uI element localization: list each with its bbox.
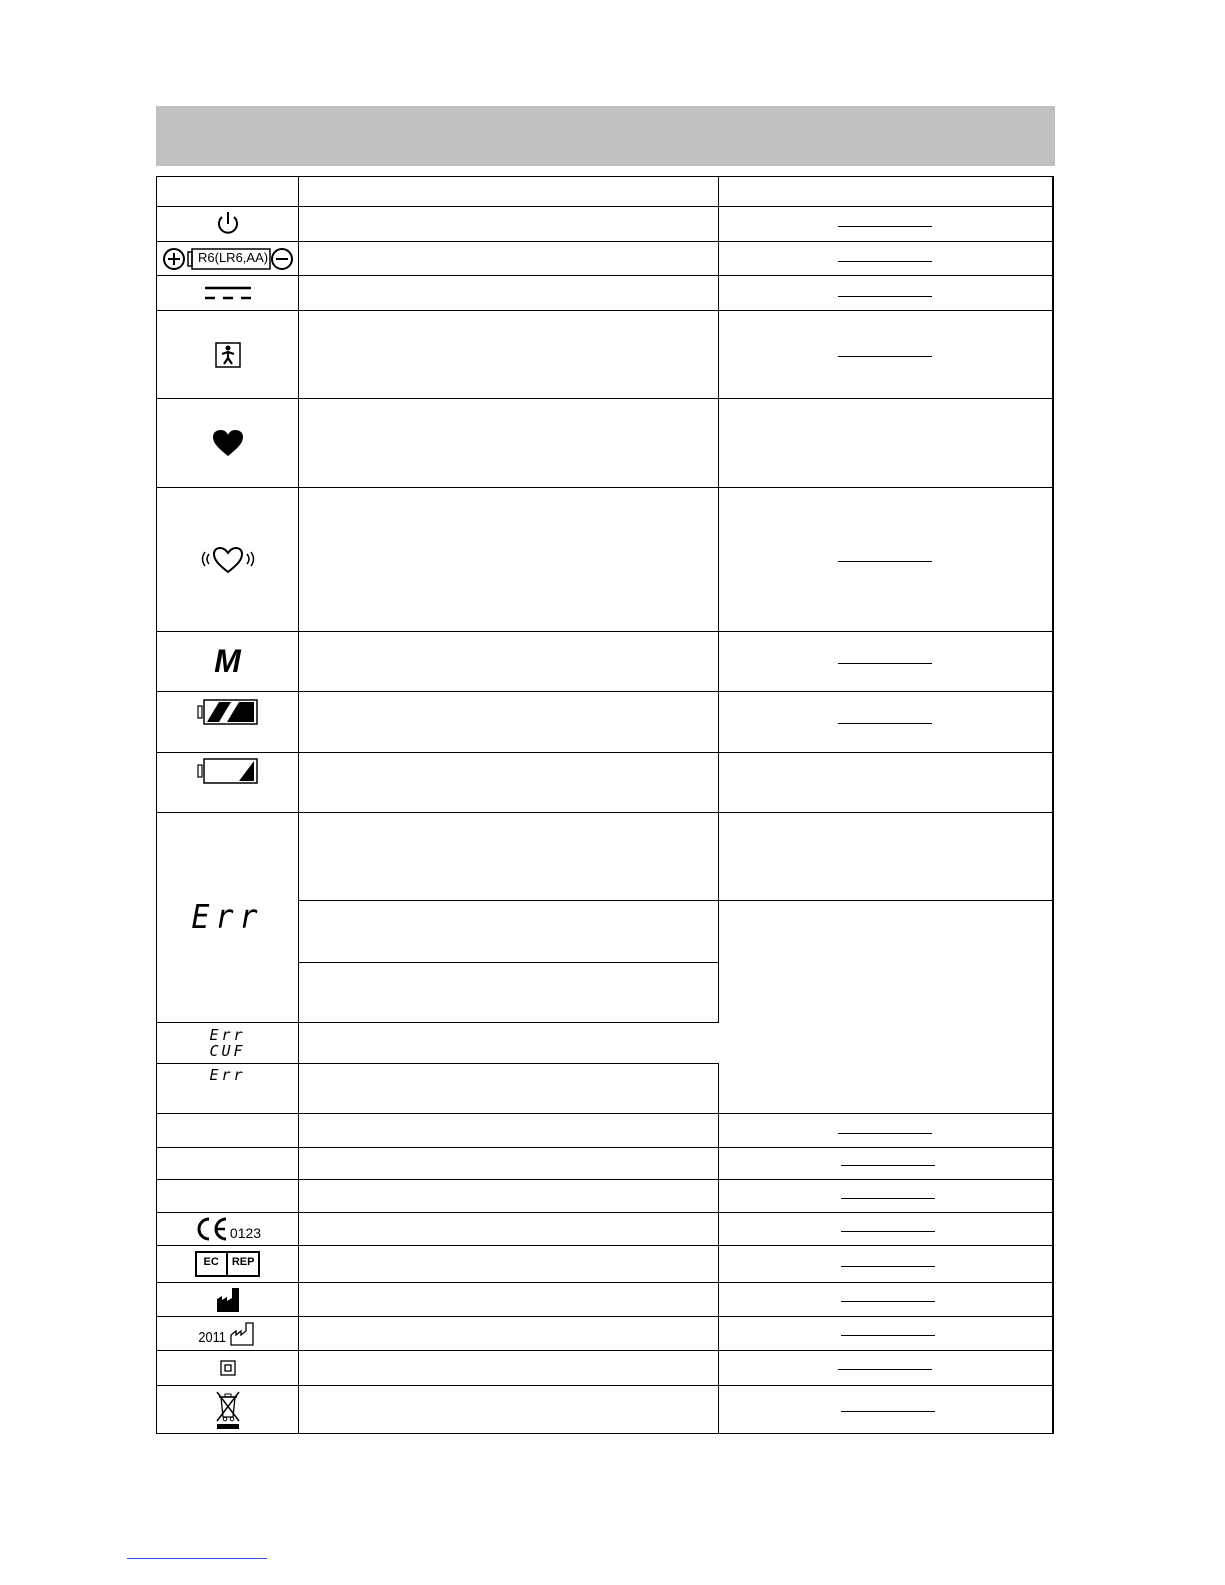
weee-disposal-icon [157, 1386, 298, 1433]
manufacturer-icon [157, 1283, 298, 1316]
blank-line [841, 1301, 935, 1302]
direct-current-icon [157, 276, 298, 310]
blank-line [841, 1266, 935, 1267]
footer-link-underline[interactable] [127, 1558, 267, 1559]
blank-line [838, 663, 932, 664]
row-line [156, 1113, 1054, 1114]
blank-line [838, 561, 932, 562]
blank-line [838, 261, 932, 262]
battery-full-icon [157, 692, 298, 752]
blank-line [838, 296, 932, 297]
error-cuf-line2: CUF [209, 1042, 246, 1060]
blank-line [838, 226, 932, 227]
irregular-heartbeat-icon [157, 488, 298, 631]
manufacture-year: 2011 [198, 1329, 227, 1346]
error-err-icon [157, 813, 298, 1022]
blank-line [838, 1133, 932, 1134]
battery-polarity-icon [157, 242, 298, 275]
blank-line [841, 1198, 935, 1199]
table-divider-2a [718, 176, 719, 1023]
row-line [298, 900, 1054, 901]
battery-low-icon [157, 753, 298, 812]
type-bf-applied-part-icon [157, 311, 298, 398]
ec-rep-icon [157, 1246, 298, 1282]
error-err-small-icon [157, 1064, 298, 1113]
error-err-small-label: Err [209, 1066, 246, 1084]
blank-line [838, 1369, 932, 1370]
battery-type-label: R6(LR6,AA) [198, 250, 269, 265]
blank-line [841, 1165, 935, 1166]
blank-line [841, 1335, 935, 1336]
row-line [156, 1433, 1054, 1434]
ce-notified-body-number: 0123 [229, 1225, 262, 1241]
row-line [156, 1179, 1054, 1180]
blank-line [841, 1231, 935, 1232]
table-divider-2b [718, 1063, 719, 1434]
ec-label: EC [197, 1253, 228, 1275]
row-line [156, 176, 1054, 177]
power-button-icon [157, 207, 298, 241]
ce-mark-icon [157, 1213, 298, 1245]
blank-line [838, 356, 932, 357]
error-cuf-line1: Err [209, 1026, 246, 1044]
date-of-manufacture-icon [157, 1317, 298, 1350]
row-line [156, 1147, 1054, 1148]
memory-m-label: M [214, 643, 241, 679]
error-cuf-icon [157, 1023, 298, 1063]
class-ii-equipment-icon [157, 1351, 298, 1385]
blank-line [838, 723, 932, 724]
error-err-label: Err [191, 898, 264, 937]
blank-line [841, 1411, 935, 1412]
row-line [298, 962, 719, 963]
rep-label: REP [231, 1256, 255, 1268]
heart-icon [157, 399, 298, 487]
memory-m-icon [157, 632, 298, 691]
